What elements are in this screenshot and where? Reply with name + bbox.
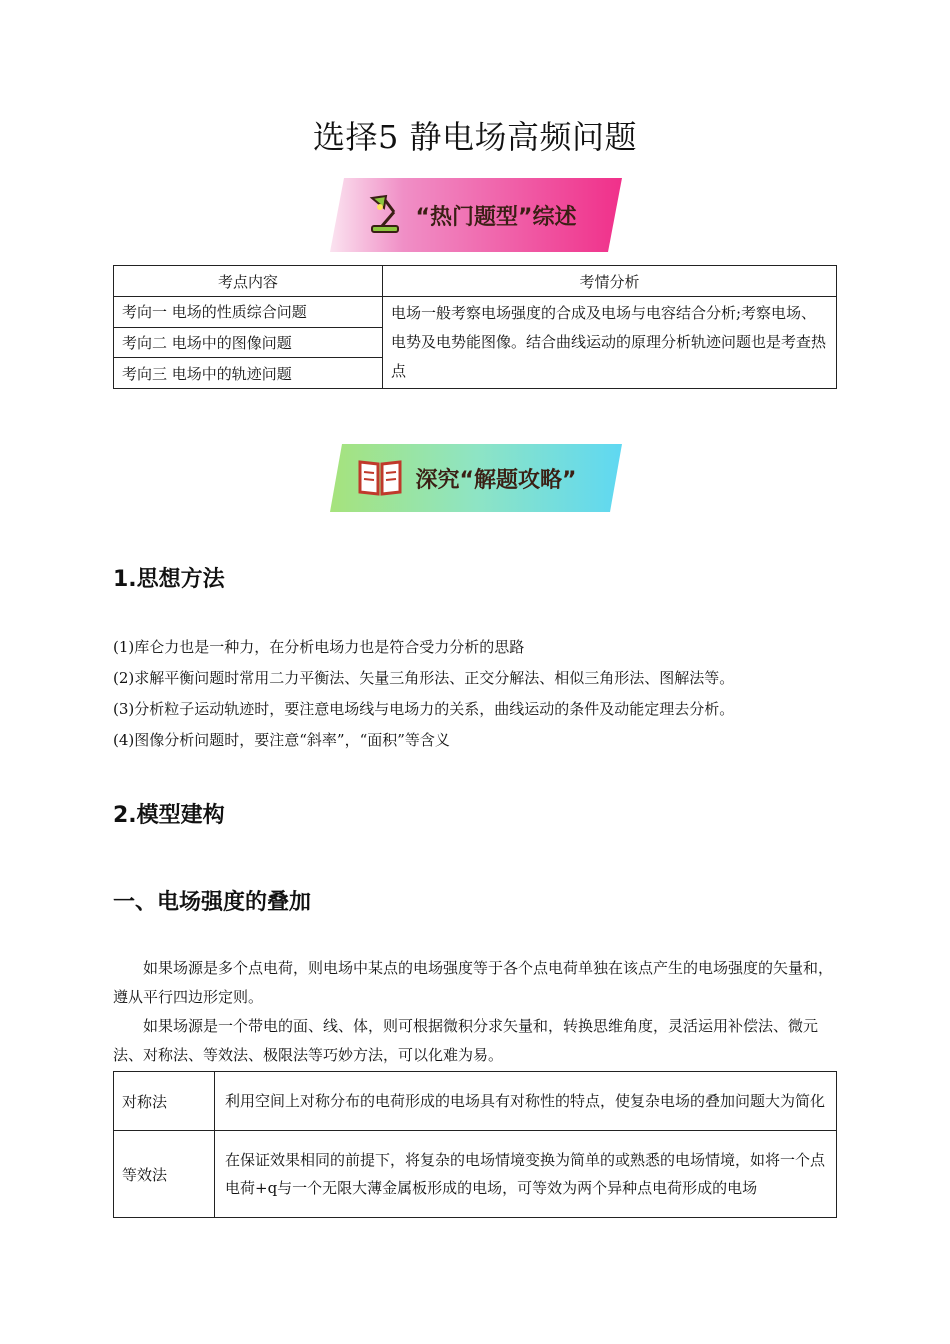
methods-list (113, 632, 837, 756)
list-item: (1)库仑力也是一种力，在分析电场力也是符合受力分析的思路 (113, 638, 525, 656)
methods-table (113, 1071, 837, 1218)
exam-points-table (113, 265, 837, 389)
banner-title: “热门题型”综述 (415, 204, 577, 230)
list-item: (3)分析粒子运动轨迹时，要注意电场线与电场力的关系，曲线运动的条件及动能定理去分析。 (113, 700, 735, 718)
list-item: (2)求解平衡问题时常用二力平衡法、矢量三角形法、正交分解法、相似三角形法、图解法等。 (113, 669, 735, 687)
method-desc: 利用空间上对称分布的电荷形成的电场具有对称性的特点，使复杂电场的叠加问题大为简化 (215, 1072, 837, 1131)
table-row: 考向三 电场中的轨迹问题 (114, 358, 383, 389)
section-heading-superposition: 一、电场强度的叠加 (113, 890, 312, 915)
analysis-cell: 电场一般考察电场强度的合成及电场与电容结合分析;考察电场、电势及电势能图像。结合曲线运动的原理分析轨迹问题也是考查热点 (383, 297, 837, 389)
page-title: 选择5 静电场高频问题 (312, 118, 638, 156)
paragraph: 如果场源是一个带电的面、线、体，则可根据微积分求矢量和，转换思维角度，灵活运用补偿法、微元法、对称法、等效法、极限法等巧妙方法，可以化难为易。 (113, 1017, 819, 1064)
section-heading-methods: 1.思想方法 (113, 567, 225, 592)
strategy-banner (330, 442, 622, 520)
method-name: 等效法 (114, 1131, 215, 1218)
paragraph: 如果场源是多个点电荷，则电场中某点的电场强度等于各个点电荷单独在该点产生的电场强度的矢量和，遵从平行四边形定则。 (113, 959, 834, 1006)
section-heading-model: 2.模型建构 (113, 803, 225, 828)
table-row: 考向二 电场中的图像问题 (114, 327, 383, 358)
table-header-analysis: 考情分析 (383, 266, 837, 297)
list-item: (4)图像分析问题时，要注意“斜率”，“面积”等含义 (113, 731, 450, 749)
table-header-content: 考点内容 (114, 266, 383, 297)
method-desc: 在保证效果相同的前提下，将复杂的电场情境变换为简单的或熟悉的电场情境，如将一个点电荷+q与一个无限大薄金属板形成的电场，可等效为两个异种点电荷形成的电场 (215, 1131, 837, 1218)
table-row: 考向一 电场的性质综合问题 (114, 297, 383, 328)
superposition-text (113, 954, 837, 1070)
hot-topics-banner (330, 176, 622, 254)
method-name: 对称法 (114, 1072, 215, 1131)
banner-title: 深究“解题攻略” (415, 467, 577, 493)
